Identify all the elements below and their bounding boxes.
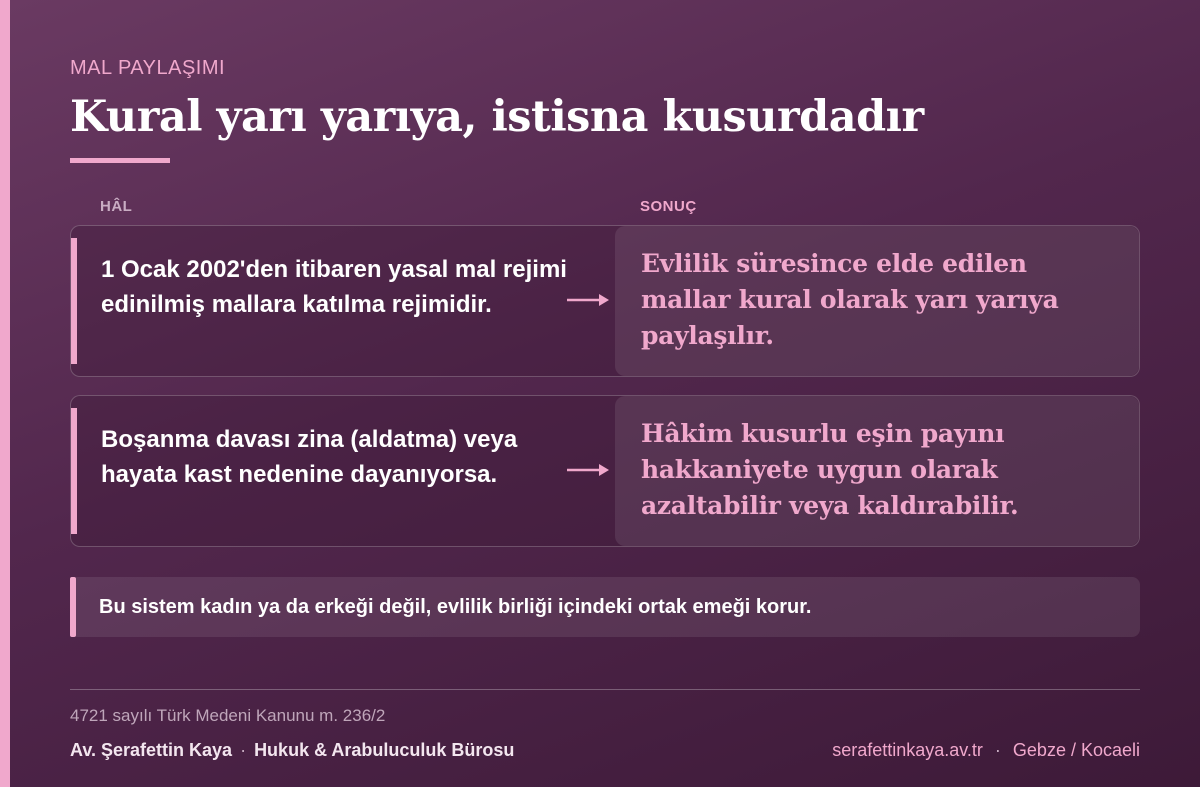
result-column-heading: SONUÇ (640, 198, 697, 215)
condition-text: Boşanma davası zina (aldatma) veya hayata kast nedenine dayanıyorsa. (101, 426, 518, 488)
note-accent (70, 577, 76, 637)
page-title: Kural yarı yarıya, istisna kusurdadır (70, 92, 924, 142)
footer-separator: · (240, 740, 247, 760)
footer-contact (832, 740, 1140, 761)
row-accent (71, 408, 77, 534)
footer-separator: · (994, 740, 1001, 760)
section-eyebrow: MAL PAYLAŞIMI (70, 57, 226, 79)
footer-credit (70, 740, 514, 761)
result-text: Hâkim kusurlu eşin payını hakkaniyete uygun olarak azaltabilir veya kaldırabilir. (641, 419, 1019, 520)
summary-note-text: Bu sistem kadın ya da erkeği değil, evlilik birliği içindeki ortak emeği korur. (99, 596, 812, 618)
left-accent-bar (0, 0, 10, 787)
rule-row (70, 395, 1140, 547)
condition-column-heading: HÂL (100, 198, 133, 215)
footer-divider (70, 689, 1140, 690)
website-link[interactable]: serafettinkaya.av.tr (832, 740, 983, 760)
legal-source: 4721 sayılı Türk Medeni Kanunu m. 236/2 (70, 706, 386, 725)
author-name: Av. Şerafettin Kaya (70, 740, 233, 760)
row-accent (71, 238, 77, 364)
result-text: Evlilik süresince elde edilen mallar kural olarak yarı yarıya paylaşılır. (641, 249, 1059, 350)
title-underline (70, 158, 170, 163)
right-arrow-icon (565, 460, 611, 480)
right-arrow-icon (565, 290, 611, 310)
location-text: Gebze / Kocaeli (1012, 740, 1140, 760)
office-name: Hukuk & Arabuluculuk Bürosu (254, 740, 515, 760)
summary-note (70, 577, 1140, 637)
rule-row (70, 225, 1140, 377)
condition-text: 1 Ocak 2002'den itibaren yasal mal rejimi edinilmiş mallara katılma rejimidir. (101, 256, 567, 318)
